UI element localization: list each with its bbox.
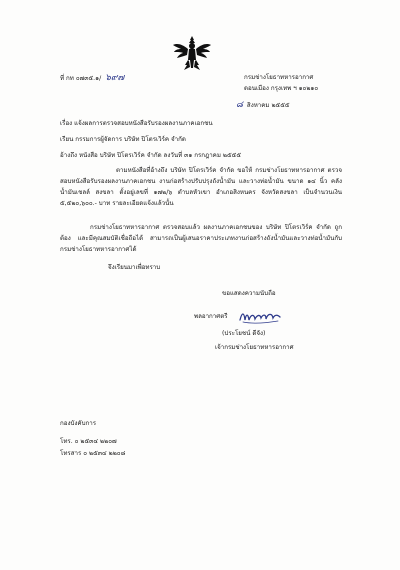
department-name: กองบังคับการ [60,420,97,427]
body-paragraph-1-text: ตามหนังสือที่อ้างถึง บริษัท ปิโตรเวิร์ค จำกัด ขอให้ กรมช่างโยธาทหารอากาศ ตรวจสอบหนังสือรับรองผลงานภาคเอกชน งานก่อสร้างปรับปรุงถังน้ำมัน และวางท่อน้ำมัน ขนาด ๑๔ นิ้ว คลังน้ำมันเชลล์ สงขลา ตั้งอยู่เลขที่ ๑๗๒/๖ ตำบลหัวเขา อำเภอสิงหนคร จังหวัดสงขลา เป็นจำนวนเงิน ๕,๕๒๐,๖๐๐.- บาท รายละเอียดแจ้งแล้วนั้น [60,167,342,207]
garuda-emblem-icon [172,34,212,74]
letter-date [236,101,290,110]
letter-reference: อ้างถึง หนังสือ บริษัท ปิโตรเวิร์ค จำกัด ลงวันที่ ๓๑ กรกฎาคม ๒๕๕๕ [60,152,241,159]
closing-line: จึงเรียนมาเพื่อทราบ [108,264,161,271]
telephone-number: โทร. ๐ ๒๕๓๔ ๒๒๐๗ [60,438,117,445]
document-number [60,74,124,83]
body-paragraph-2 [60,222,342,255]
body-paragraph-1 [60,165,342,209]
date-day-handwritten: ๘ [236,100,243,110]
closing-respect: ขอแสดงความนับถือ [222,290,276,297]
fax-number: โทรสาร ๐ ๒๕๓๔ ๒๒๐๘ [60,450,126,457]
letter-salutation: เรียน กรรมการผู้จัดการ บริษัท ปิโตรเวิร์ค จำกัด [60,136,186,143]
document-number-handwritten: ๖๙๗ [105,73,125,83]
handwritten-signature [238,308,282,326]
document-number-prefix: ที่ กท ๐๗๓๕.๑/ [60,75,102,82]
date-month-year: สิงหาคม ๒๕๕๕ [246,102,290,109]
signer-rank: พลอากาศตรี [194,313,228,320]
organization-address: ดอนเมือง กรุงเทพ ฯ ๑๐๒๑๐ [244,85,319,92]
organization-name: กรมช่างโยธาทหารอากาศ [244,74,314,81]
signer-title: เจ้ากรมช่างโยธาทหารอากาศ [215,344,294,351]
body-paragraph-2-text: กรมช่างโยธาทหารอากาศ ตรวจสอบแล้ว ผลงานภาคเอกชนของ บริษัท ปิโตรเวิร์ค จำกัด ถูกต้อง และมีคุณสมบัติเชื่อถือได้ สามารถเป็นผู้เสนอราคาประเภทงานก่อสร้างถังน้ำมันและวางท่อน้ำมันกับกรมช่างโยธาทหารอากาศได้ [60,224,342,253]
letter-subject: เรื่อง แจ้งผลการตรวจสอบหนังสือรับรองผลงานภาคเอกชน [60,120,213,127]
signer-name: (ประโยชน์ ดีจัง) [222,330,266,337]
